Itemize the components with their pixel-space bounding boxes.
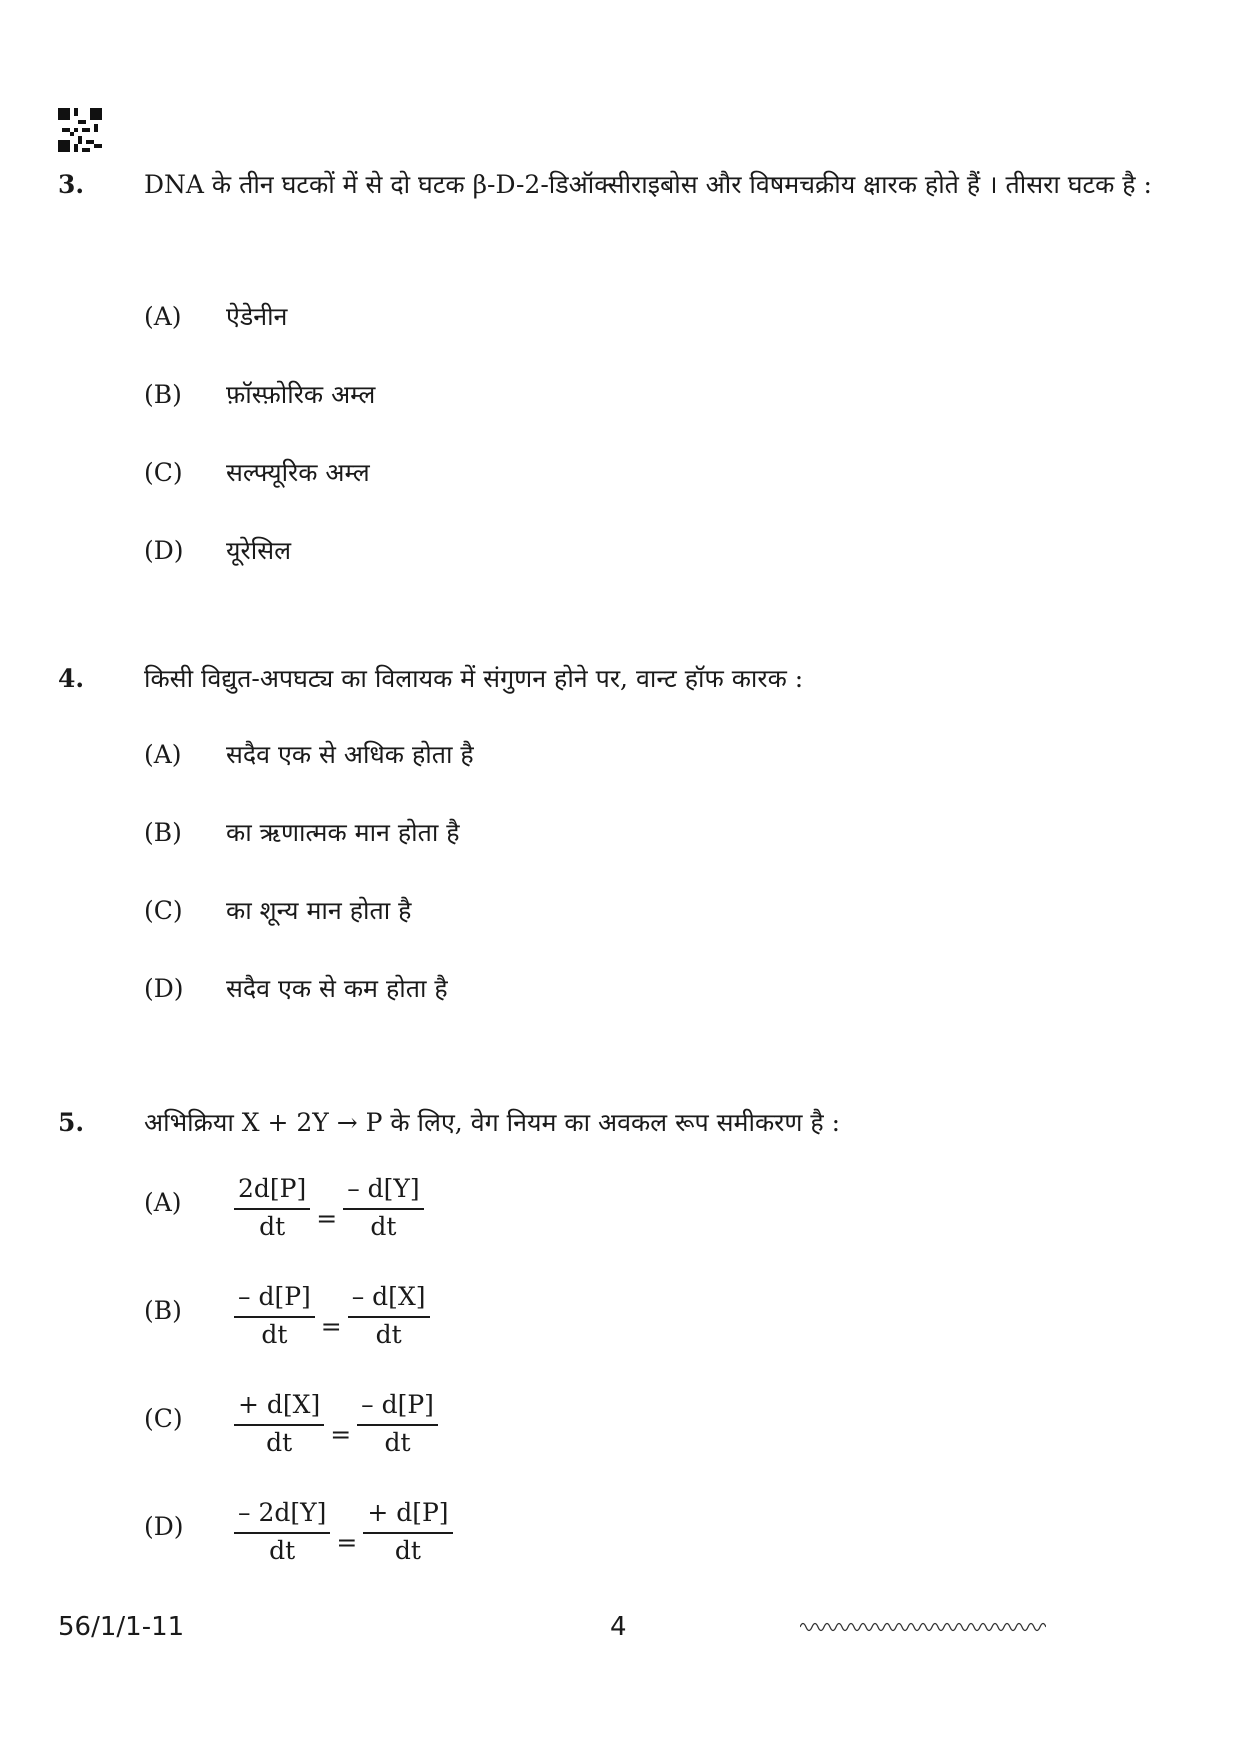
fraction — [348, 1280, 430, 1352]
denominator: dt — [375, 1320, 402, 1349]
question-text: अभिक्रिया X + 2Y → P के लिए, वेग नियम का अवकल रूप समीकरण है : — [144, 1108, 841, 1137]
denominator: dt — [259, 1212, 286, 1241]
equals-sign: = — [316, 1203, 338, 1233]
numerator: – d[P] — [357, 1388, 438, 1426]
denominator: dt — [370, 1212, 397, 1241]
option-label: (B) — [144, 818, 182, 847]
fraction — [234, 1172, 310, 1244]
option-text: सदैव एक से अधिक होता है — [226, 740, 474, 769]
numerator: – d[X] — [348, 1280, 430, 1318]
option-text: का शून्य मान होता है — [226, 896, 412, 925]
equals-sign: = — [336, 1527, 358, 1557]
numerator: – d[P] — [234, 1280, 315, 1318]
question-text: किसी विद्युत-अपघट्य का विलायक में संगुणन होने पर, वान्ट हॉफ कारक : — [144, 664, 804, 693]
option-text: यूरेसिल — [226, 536, 292, 565]
option-text: फ़ॉस्फ़ोरिक अम्ल — [226, 380, 376, 409]
option-label: (A) — [144, 740, 182, 769]
denominator: dt — [269, 1536, 296, 1565]
option-text: का ऋणात्मक मान होता है — [226, 818, 460, 847]
option-label: (A) — [144, 1188, 182, 1217]
option-label: (B) — [144, 1296, 182, 1325]
question-number: 3. — [58, 170, 85, 199]
equals-sign: = — [330, 1419, 352, 1449]
equals-sign: = — [320, 1311, 342, 1341]
option-label: (C) — [144, 1404, 183, 1433]
fraction — [234, 1496, 330, 1568]
equation — [234, 1276, 430, 1356]
denominator: dt — [384, 1428, 411, 1457]
numerator: + d[X] — [234, 1388, 324, 1426]
qr-code-icon — [58, 108, 102, 152]
option-text: ऐडेनीन — [226, 302, 288, 331]
numerator: + d[P] — [363, 1496, 452, 1534]
option-label: (B) — [144, 380, 182, 409]
fraction — [363, 1496, 452, 1568]
wavy-line-icon — [800, 1620, 1046, 1634]
denominator: dt — [394, 1536, 421, 1565]
option-text: सदैव एक से कम होता है — [226, 974, 448, 1003]
numerator: 2d[P] — [234, 1172, 310, 1210]
paper-code: 56/1/1-11 — [58, 1612, 185, 1642]
fraction — [343, 1172, 423, 1244]
question-number: 4. — [58, 664, 85, 693]
question-number: 5. — [58, 1108, 85, 1137]
option-label: (C) — [144, 896, 183, 925]
option-text: सल्फ्यूरिक अम्ल — [226, 458, 370, 487]
option-label: (C) — [144, 458, 183, 487]
question-text: DNA के तीन घटकों में से दो घटक β-D-2-डिऑक्सीराइबोस और विषमचक्रीय क्षारक होते हैं । तीसरा घटक है : — [144, 170, 1152, 199]
option-label: (D) — [144, 536, 184, 565]
equation — [234, 1168, 424, 1248]
fraction — [357, 1388, 438, 1460]
numerator: – 2d[Y] — [234, 1496, 330, 1534]
fraction — [234, 1388, 324, 1460]
denominator: dt — [261, 1320, 288, 1349]
equation — [234, 1492, 453, 1572]
option-label: (D) — [144, 974, 184, 1003]
option-label: (D) — [144, 1512, 184, 1541]
fraction — [234, 1280, 315, 1352]
denominator: dt — [266, 1428, 293, 1457]
page-number: 4 — [610, 1612, 627, 1642]
equation — [234, 1384, 438, 1464]
option-label: (A) — [144, 302, 182, 331]
numerator: – d[Y] — [343, 1172, 423, 1210]
